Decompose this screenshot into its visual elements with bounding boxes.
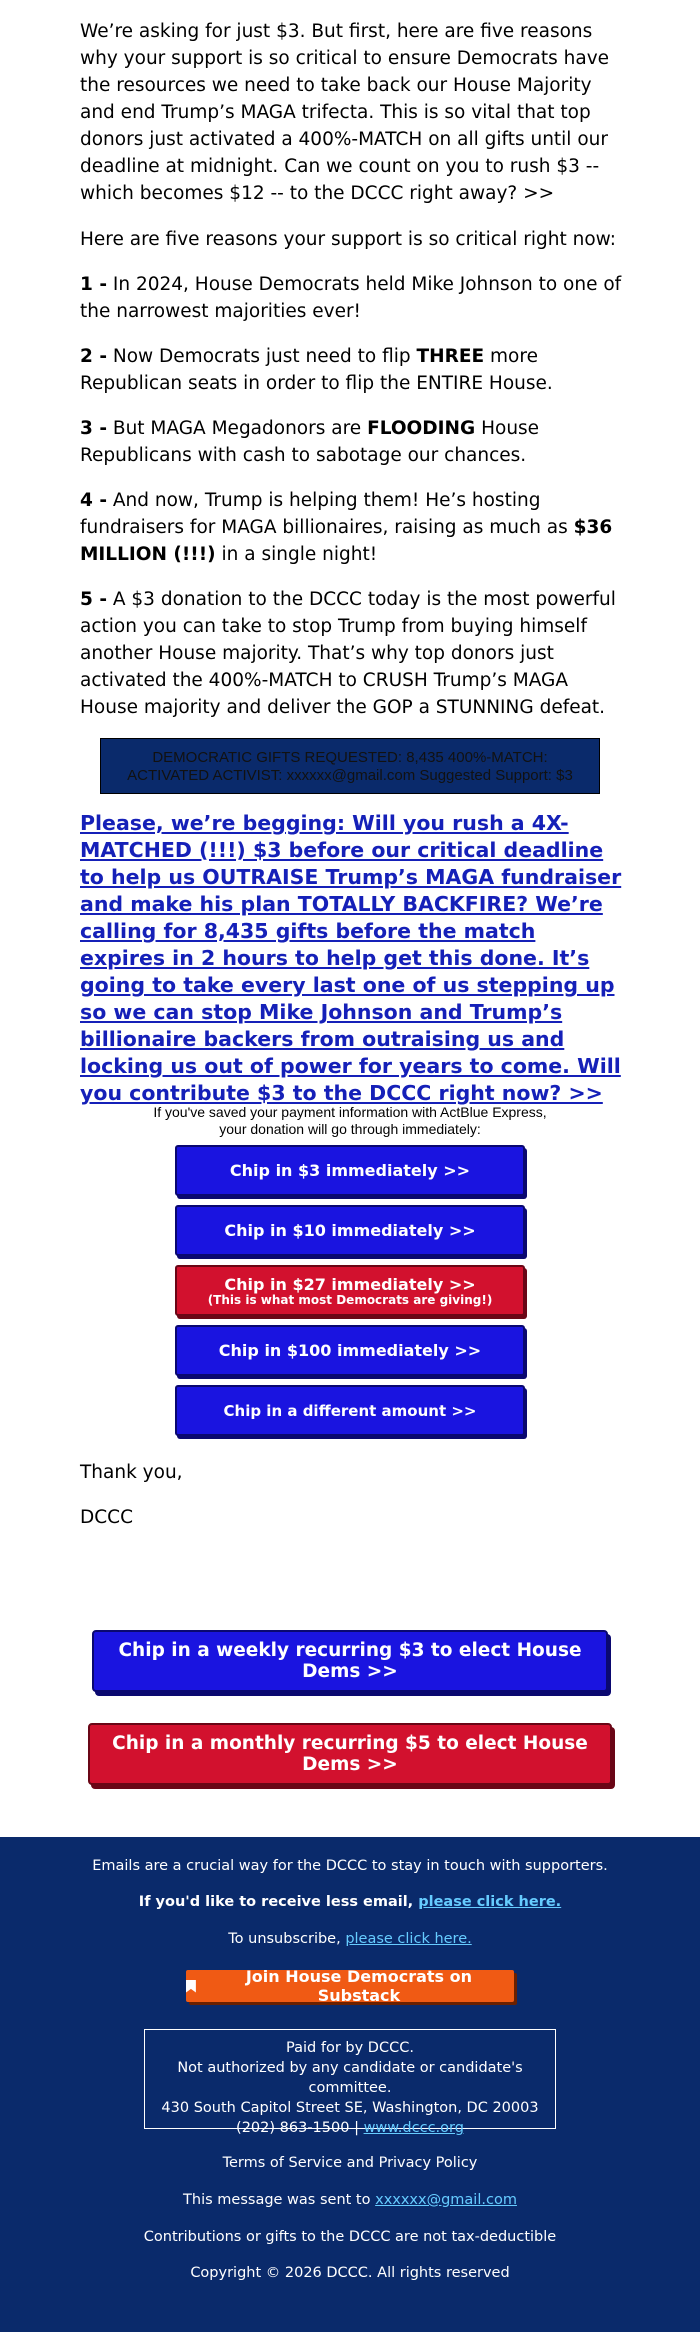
- signoff-thanks: Thank you,: [80, 1462, 183, 1483]
- reason-text: In 2024, House Democrats held Mike Johnson to one of the narrowest majorities ever!: [80, 274, 622, 322]
- reason-number: 1 -: [80, 274, 107, 295]
- less-email-line: [0, 1894, 700, 1910]
- actblue-note: [100, 1104, 600, 1138]
- footer: [0, 1837, 700, 2332]
- reason-number: 4 -: [80, 490, 107, 511]
- actblue-note-line-1: If you've saved your payment information with ActBlue Express,: [153, 1104, 547, 1120]
- intro-paragraph: We’re asking for just $3. But first, here are five reasons why your support is so critical to ensure Democrats have the resources we need to take back our House Majority and end Trump’s MAGA trifecta. This is so vital that top donors just activated a 400%-MATCH on all gifts until our deadline at midnight. Can we count on you to rush $3 -- which becomes $12 -- to the DCCC right away? >>: [80, 21, 610, 204]
- reason-5: [80, 586, 625, 721]
- reason-text: A $3 donation to the DCCC today is the most powerful action you can take to stop Trump from buying himself another House majority. That’s why top donors just activated the 400%-MATCH to CRUSH Trump’s MAGA House majority and deliver the GOP a STUNNING defeat.: [80, 589, 616, 718]
- reason-text: Now Democrats just need to flip: [107, 346, 417, 367]
- monthly-recurring-button[interactable]: [88, 1723, 612, 1785]
- tax-note: Contributions or gifts to the DCCC are not tax-deductible: [143, 2229, 557, 2245]
- chip-button-sublabel: (This is what most Democrats are giving!): [207, 1292, 493, 1307]
- unsubscribe-line: [0, 1931, 700, 1947]
- substack-button-label: Join House Democrats on Substack: [245, 1967, 473, 2005]
- reason-emphasis: $36 MILLION (!!!): [80, 517, 613, 565]
- recipient-email-link[interactable]: xxxxxx@gmail.com: [375, 2192, 517, 2208]
- reason-text: in a single night!: [215, 544, 378, 565]
- chip-button-label: Chip in $10 immediately >>: [224, 1221, 476, 1240]
- chip-other-amount-button[interactable]: [175, 1385, 525, 1436]
- reason-2: [80, 343, 625, 397]
- reason-text: House Republicans with cash to sabotage our chances.: [80, 418, 540, 466]
- signoff-org: DCCC: [80, 1507, 133, 1528]
- chip-27-button[interactable]: [175, 1265, 525, 1316]
- paid-for-box: [144, 2029, 556, 2136]
- weekly-recurring-label: Chip in a weekly recurring $3 to elect House Dems >>: [118, 1640, 582, 1682]
- status-bar-line-2: ACTIVATED ACTIVIST: xxxxxx@gmail.com Suggested Support: $3: [127, 767, 573, 784]
- reason-emphasis: FLOODING: [367, 418, 476, 439]
- sent-to-text: This message was sent to: [183, 2192, 376, 2208]
- reason-3: [80, 415, 625, 469]
- reason-text: And now, Trump is helping them! He’s hosting fundraisers for MAGA billionaires, raising as much as: [80, 490, 574, 538]
- sent-to-line: [0, 2192, 700, 2208]
- reason-text: more Republican seats in order to flip the ENTIRE House.: [80, 346, 553, 394]
- not-authorized-text: Not authorized by any candidate or candidate's committee.: [177, 2060, 523, 2096]
- reason-number: 3 -: [80, 418, 107, 439]
- chip-button-label: Chip in $3 immediately >>: [229, 1161, 471, 1180]
- bookmark-icon: [186, 1980, 196, 1993]
- reason-1: [80, 271, 625, 325]
- chip-button-label: Chip in a different amount >>: [223, 1401, 477, 1420]
- status-bar: [100, 738, 600, 794]
- monthly-recurring-label: Chip in a monthly recurring $5 to elect House Dems >>: [112, 1733, 588, 1775]
- phone-text: (202) 863-1500 |: [236, 2120, 364, 2136]
- reason-4: [80, 487, 625, 568]
- contact-line: [145, 2118, 555, 2138]
- reason-number: 5 -: [80, 589, 107, 610]
- status-bar-line-1: DEMOCRATIC GIFTS REQUESTED: 8,435 400%-MATCH:: [152, 749, 548, 766]
- reason-text: But MAGA Megadonors are: [107, 418, 368, 439]
- terms-link[interactable]: Terms of Service and Privacy Policy: [222, 2155, 478, 2171]
- chip-3-button[interactable]: [175, 1145, 525, 1196]
- chip-button-label: Chip in $100 immediately >>: [218, 1341, 482, 1360]
- substack-button[interactable]: [186, 1967, 514, 2005]
- address-text: 430 South Capitol Street SE, Washington, DC 20003: [161, 2100, 539, 2116]
- chip-button-label: Chip in $27 immediately >>: [224, 1274, 476, 1294]
- chip-10-button[interactable]: [175, 1205, 525, 1256]
- chip-100-button[interactable]: [175, 1325, 525, 1376]
- less-email-link[interactable]: please click here.: [418, 1894, 562, 1910]
- reason-number: 2 -: [80, 346, 107, 367]
- weekly-recurring-button[interactable]: [92, 1630, 608, 1692]
- footer-info: Emails are a crucial way for the DCCC to stay in touch with supporters.: [92, 1858, 608, 1874]
- copyright: Copyright © 2026 DCCC. All rights reserved: [190, 2265, 510, 2281]
- reason-emphasis: THREE: [416, 346, 485, 367]
- website-link[interactable]: www.dccc.org: [363, 2120, 464, 2136]
- appeal-link[interactable]: Please, we’re begging: Will you rush a 4X-MATCHED (!!!) $3 before our critical deadline to help us OUTRAISE Trump’s MAGA fundraiser and make his plan TOTALLY BACKFIRE? We’re calling for 8,435 gifts before the match expires in 2 hours to help get this done. It’s going to take every last one of us stepping up so we can stop Mike Johnson and Trump’s billionaire backers from outraising us and locking us out of power for years to come. Will you contribute $3 to the DCCC right now? >>: [80, 811, 622, 1105]
- reasons-heading: Here are five reasons your support is so critical right now:: [80, 229, 617, 250]
- actblue-note-line-2: your donation will go through immediately:: [219, 1121, 481, 1137]
- less-email-text: If you'd like to receive less email,: [138, 1894, 419, 1910]
- unsubscribe-text: To unsubscribe,: [228, 1931, 346, 1947]
- paid-for-text: Paid for by DCCC.: [286, 2040, 414, 2056]
- unsubscribe-link[interactable]: please click here.: [345, 1931, 472, 1947]
